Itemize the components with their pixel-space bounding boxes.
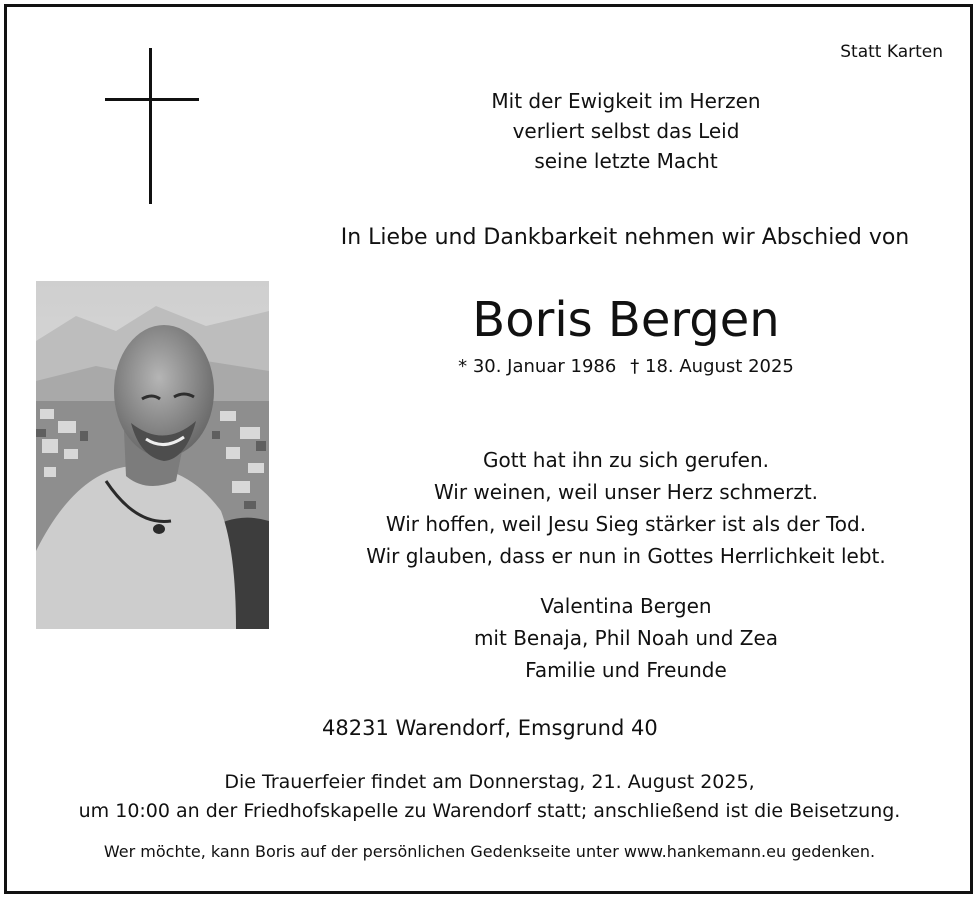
motto-line: verliert selbst das Leid [512, 119, 740, 143]
mourner-line: mit Benaja, Phil Noah und Zea [473, 626, 779, 650]
mourners [426, 590, 826, 686]
life-dates [396, 356, 856, 377]
intro-text: In Liebe und Dankbarkeit nehmen wir Abschied von [340, 225, 910, 250]
mourner-line: Valentina Bergen [540, 594, 712, 618]
cross-vertical-bar [149, 48, 152, 204]
verse [326, 444, 926, 572]
birth-date: * 30. Januar 1986 [458, 356, 617, 377]
verse-line: Wir weinen, weil unser Herz schmerzt. [433, 480, 819, 504]
memorial-page-note: Wer möchte, kann Boris auf der persönlichen Gedenkseite unter www.hankemann.eu gedenken. [103, 842, 876, 861]
service-line: um 10:00 an der Friedhofskapelle zu Warendorf statt; anschließend ist die Beisetzung. [78, 800, 901, 822]
verse-line: Wir hoffen, weil Jesu Sieg stärker ist als der Tod. [385, 512, 867, 536]
statt-karten-label: Statt Karten [840, 42, 943, 62]
cross-horizontal-bar [105, 98, 199, 101]
motto [426, 86, 826, 176]
family-address: 48231 Warendorf, Emsgrund 40 [322, 716, 658, 740]
verse-line: Wir glauben, dass er nun in Gottes Herrlichkeit lebt. [366, 544, 886, 568]
deceased-name: Boris Bergen [472, 292, 780, 348]
death-date: † 18. August 2025 [630, 356, 794, 377]
motto-line: Mit der Ewigkeit im Herzen [491, 89, 761, 113]
verse-line: Gott hat ihn zu sich gerufen. [483, 448, 769, 472]
motto-line: seine letzte Macht [534, 149, 718, 173]
mourner-line: Familie und Freunde [525, 658, 727, 682]
service-line: Die Trauerfeier findet am Donnerstag, 21. August 2025, [224, 771, 755, 793]
service-details [40, 768, 939, 826]
portrait-photo [36, 281, 269, 629]
